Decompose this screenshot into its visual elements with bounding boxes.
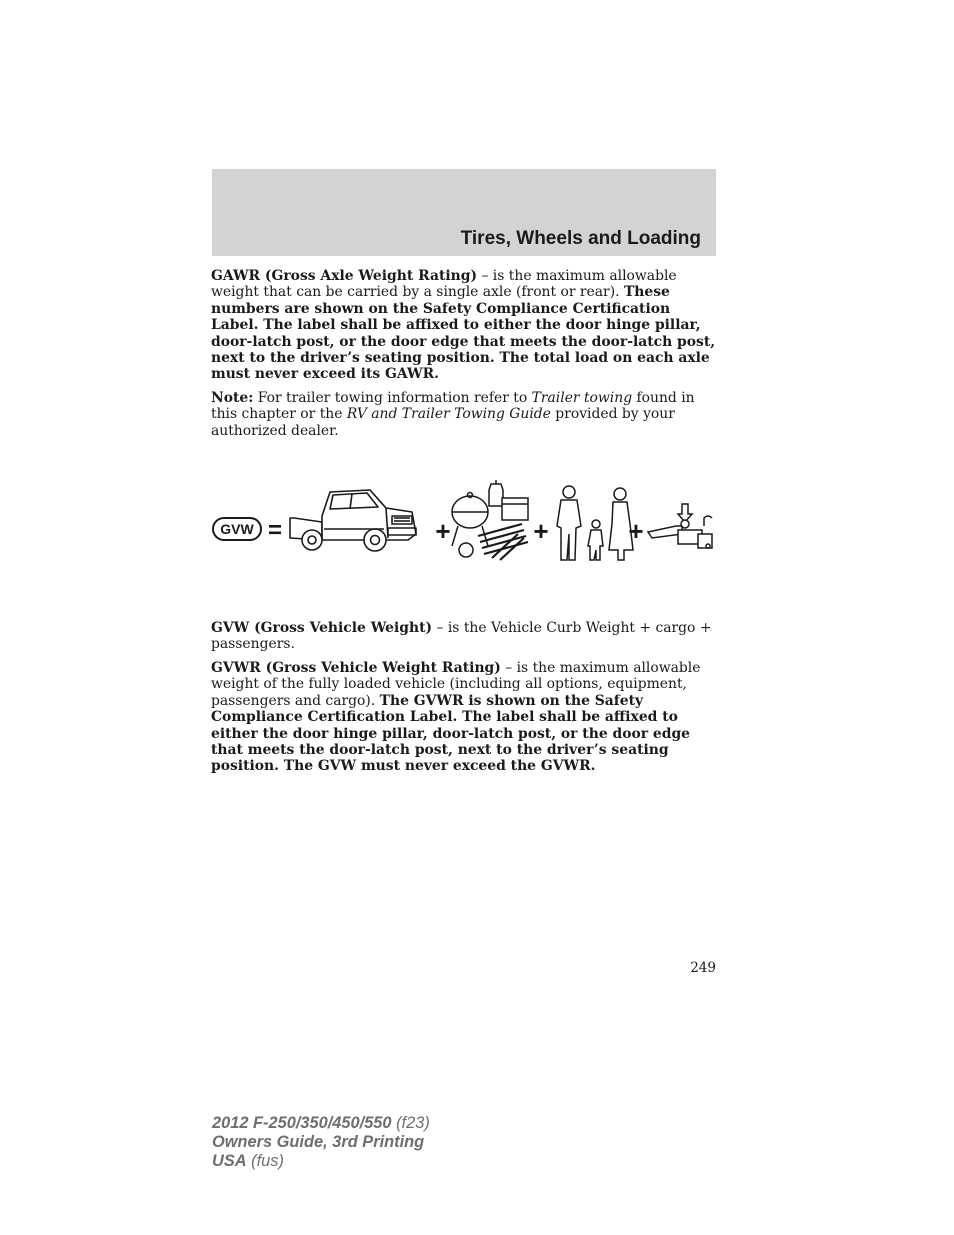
footer-market-code: (fus) xyxy=(246,1152,284,1170)
footer-model-code: (f23) xyxy=(391,1114,430,1132)
note-text-2: found in this chapter or the xyxy=(211,390,695,423)
plus-sign-1: + xyxy=(435,516,451,546)
plus-sign-2: + xyxy=(533,516,549,546)
gawr-term: GAWR (Gross Axle Weight Rating) xyxy=(211,268,478,284)
gvw-term: GVW (Gross Vehicle Weight) xyxy=(211,620,433,636)
footer-line-edition: Owners Guide, 3rd Printing xyxy=(212,1133,425,1151)
gvwr-bold-text: The GVWR is shown on the Safety Compliance Certification Label. The label shall be affixed to either the door hinge pillar, door-latch post, or the door edge that meets the door-latch post, next to the driver’s seating position. The GVW must never exceed the GVWR. xyxy=(211,692,690,775)
footer-model: 2012 F-250/350/450/550 xyxy=(212,1114,392,1132)
note-label: Note: xyxy=(211,390,254,406)
publication-footer xyxy=(212,1114,430,1171)
gawr-bold-text: These numbers are shown on the Safety Compliance Certification Label. The label shall be affixed to either the door hinge pillar, door-latch post, or the door edge that meets the door-latch post, next to the driver’s seating position. The total load on each axle must never exceed its GAWR. xyxy=(211,284,716,383)
footer-market: USA xyxy=(212,1152,247,1170)
note-text-1: For trailer towing information refer to xyxy=(253,390,532,406)
note-text-3: provided by your authorized dealer. xyxy=(211,406,675,439)
note-paragraph xyxy=(211,390,717,439)
chapter-header-band xyxy=(212,169,716,256)
equals-sign: = xyxy=(267,517,283,544)
page-number: 249 xyxy=(690,960,716,976)
pickup-truck-icon xyxy=(290,490,416,551)
gvwr-text: – is the maximum allowable weight of the fully loaded vehicle (including all options, equipment, passengers and cargo). xyxy=(211,660,701,709)
footer-line-market xyxy=(212,1152,430,1171)
footer-line-model xyxy=(212,1114,430,1133)
trailer-towing-reference: Trailer towing xyxy=(531,390,633,406)
gvw-illustration xyxy=(212,474,716,566)
gvw-paragraph xyxy=(211,620,717,653)
gvwr-paragraph xyxy=(211,660,717,775)
gvw-badge-label: GVW xyxy=(220,521,254,537)
gawr-paragraph xyxy=(211,268,717,383)
gvw-badge xyxy=(213,518,261,540)
rv-guide-reference: RV and Trailer Towing Guide xyxy=(346,406,551,423)
passengers-family-icon xyxy=(557,486,633,560)
cargo-grill-cooler-icon xyxy=(452,480,528,560)
gvw-text: – is the Vehicle Curb Weight + cargo + passengers. xyxy=(211,620,712,653)
chapter-title: Tires, Wheels and Loading xyxy=(460,228,701,249)
gvwr-term: GVWR (Gross Vehicle Weight Rating) xyxy=(211,660,501,676)
plus-sign-3: + xyxy=(628,516,644,546)
gawr-text: – is the maximum allowable weight that can be carried by a single axle (front or rear). xyxy=(211,268,677,301)
trailer-hitch-icon xyxy=(648,504,712,548)
